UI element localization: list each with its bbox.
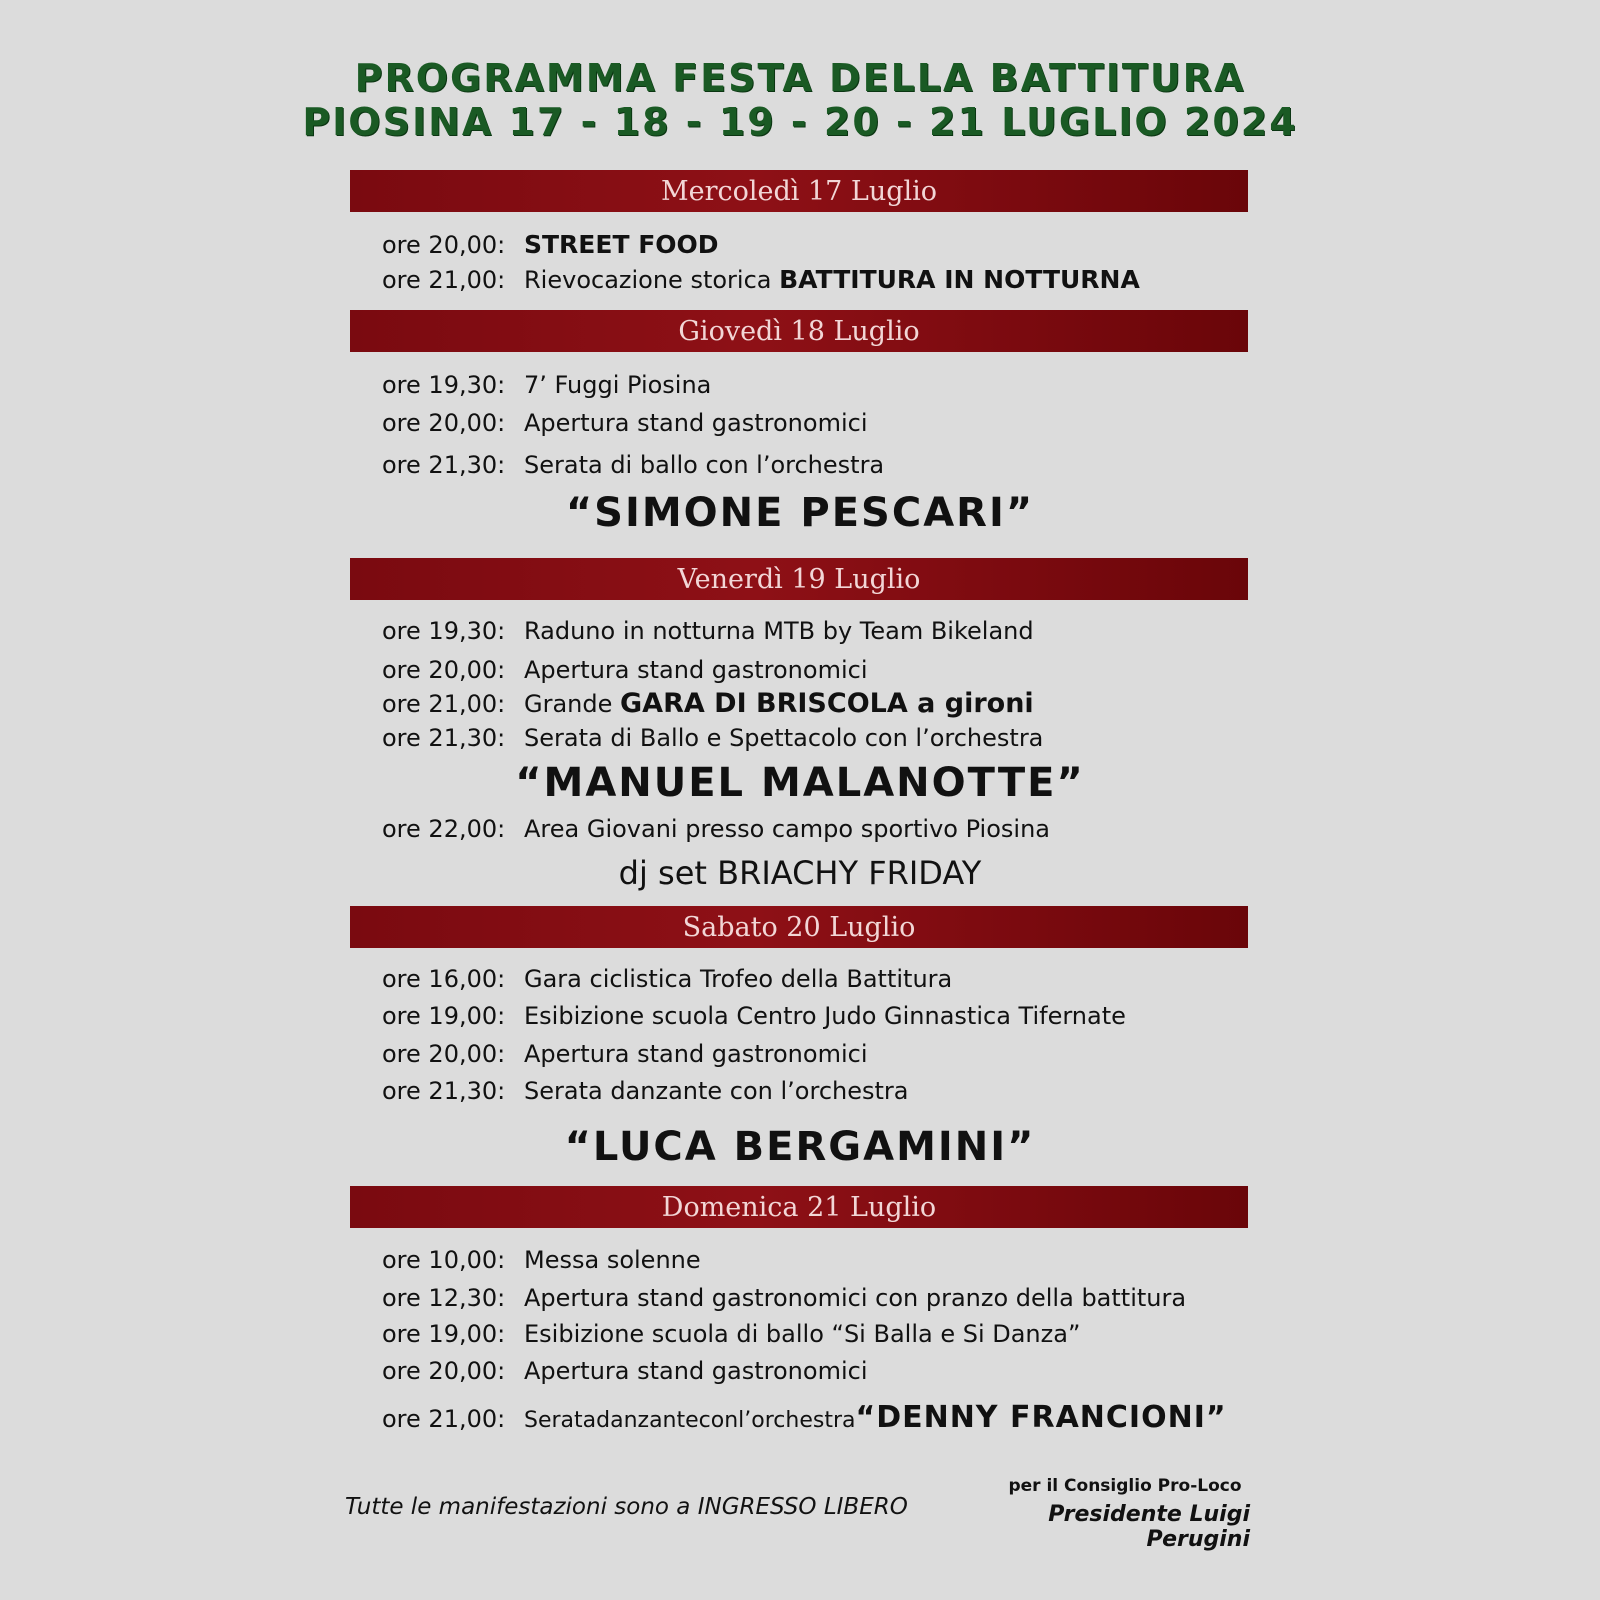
time-label: ore 21,30: — [382, 724, 506, 752]
event-text: Esibizione scuola Centro Judo Ginnastica Tifernate — [524, 1002, 1126, 1030]
time-label: ore 20,00: — [382, 656, 506, 684]
schedule-row — [382, 451, 884, 479]
orchestra-name: “LUCA BERGAMINI” — [564, 1124, 1036, 1170]
schedule-row — [382, 230, 719, 259]
time-label: ore 20,00: — [382, 231, 506, 259]
schedule-row — [382, 1320, 1080, 1348]
event-text: Serata danzante con l’orchestra — [524, 1077, 909, 1105]
time-label: ore 19,00: — [382, 1320, 506, 1348]
title-line-1: PROGRAMMA FESTA DELLA BATTITURA — [354, 56, 1246, 100]
schedule-row — [382, 1077, 909, 1105]
event-text: Messa solenne — [524, 1246, 701, 1274]
orchestra-name: “SIMONE PESCARI” — [565, 490, 1035, 536]
event-text: Raduno in notturna MTB by Team Bikeland — [524, 617, 1034, 645]
event-text: Apertura stand gastronomici — [524, 1040, 868, 1068]
time-label: ore 21,00: — [382, 266, 506, 294]
event-text: Serata di Ballo e Spettacolo con l’orchestra — [524, 724, 1044, 752]
schedule-row — [382, 1284, 1186, 1312]
schedule-row — [382, 1246, 701, 1274]
time-label: ore 21,00: — [382, 690, 506, 718]
event-text: Serata di ballo con l’orchestra — [524, 451, 885, 479]
time-label: ore 12,30: — [382, 1284, 506, 1312]
time-label: ore 21,30: — [382, 451, 506, 479]
event-text: Seratadanzanteconl’orchestra — [524, 1408, 856, 1433]
title-line-2: PIOSINA 17 - 18 - 19 - 20 - 21 LUGLIO 2024 — [302, 100, 1298, 144]
day-header-sunday: Domenica 21 Luglio — [350, 1186, 1248, 1228]
orchestra-name: “MANUEL MALANOTTE” — [515, 760, 1085, 806]
footer-free-entry: Tutte le manifestazioni sono a INGRESSO LIBERO — [345, 1494, 908, 1520]
event-text: Esibizione scuola di ballo “Si Balla e Si Danza” — [524, 1320, 1081, 1348]
time-label: ore 19,30: — [382, 371, 506, 399]
dj-set: dj set BRIACHY FRIDAY — [618, 854, 982, 892]
event-text: Apertura stand gastronomici con pranzo della battitura — [524, 1284, 1187, 1312]
schedule-row — [382, 724, 1043, 752]
time-label: ore 22,00: — [382, 815, 506, 843]
time-label: ore 21,00: — [382, 1405, 506, 1433]
time-label: ore 16,00: — [382, 965, 506, 993]
time-label: ore 21,30: — [382, 1077, 506, 1105]
schedule-row — [382, 617, 1034, 645]
event-highlight: STREET FOOD — [524, 230, 719, 259]
event-text: 7’ Fuggi Piosina — [524, 371, 712, 399]
event-highlight: GARA DI BRISCOLA a gironi — [620, 688, 1034, 719]
schedule-row — [382, 1040, 868, 1068]
event-highlight: BATTITURA IN NOTTURNA — [779, 265, 1140, 294]
schedule-row — [382, 815, 1050, 843]
event-text: Rievocazione storica — [524, 266, 780, 294]
day-header-saturday: Sabato 20 Luglio — [350, 906, 1248, 948]
footer-council: per il Consiglio Pro-Loco — [1008, 1476, 1242, 1496]
time-label: ore 20,00: — [382, 1357, 506, 1385]
event-text: Apertura stand gastronomici — [524, 409, 868, 437]
schedule-row — [382, 265, 1140, 294]
day-header-wednesday: Mercoledì 17 Luglio — [350, 170, 1248, 212]
time-label: ore 20,00: — [382, 1040, 506, 1068]
schedule-row — [382, 1400, 1227, 1435]
footer-president: Presidente Luigi Perugini — [1048, 1502, 1250, 1552]
event-text: Grande — [524, 690, 621, 718]
day-header-friday: Venerdì 19 Luglio — [350, 558, 1248, 600]
event-text: Apertura stand gastronomici — [524, 1357, 868, 1385]
time-label: ore 19,00: — [382, 1002, 506, 1030]
event-text: Area Giovani presso campo sportivo Piosina — [524, 815, 1050, 843]
time-label: ore 10,00: — [382, 1246, 506, 1274]
orchestra-name: “DENNY FRANCIONI” — [855, 1400, 1227, 1435]
time-label: ore 20,00: — [382, 409, 506, 437]
schedule-row — [382, 409, 868, 437]
schedule-row — [382, 688, 1034, 719]
schedule-row — [382, 965, 952, 993]
schedule-row — [382, 1357, 868, 1385]
schedule-row — [382, 371, 711, 399]
day-header-thursday: Giovedì 18 Luglio — [350, 310, 1248, 352]
schedule-row — [382, 1002, 1126, 1030]
time-label: ore 19,30: — [382, 617, 506, 645]
event-text: Gara ciclistica Trofeo della Battitura — [524, 965, 953, 993]
event-text: Apertura stand gastronomici — [524, 656, 868, 684]
schedule-row — [382, 656, 868, 684]
